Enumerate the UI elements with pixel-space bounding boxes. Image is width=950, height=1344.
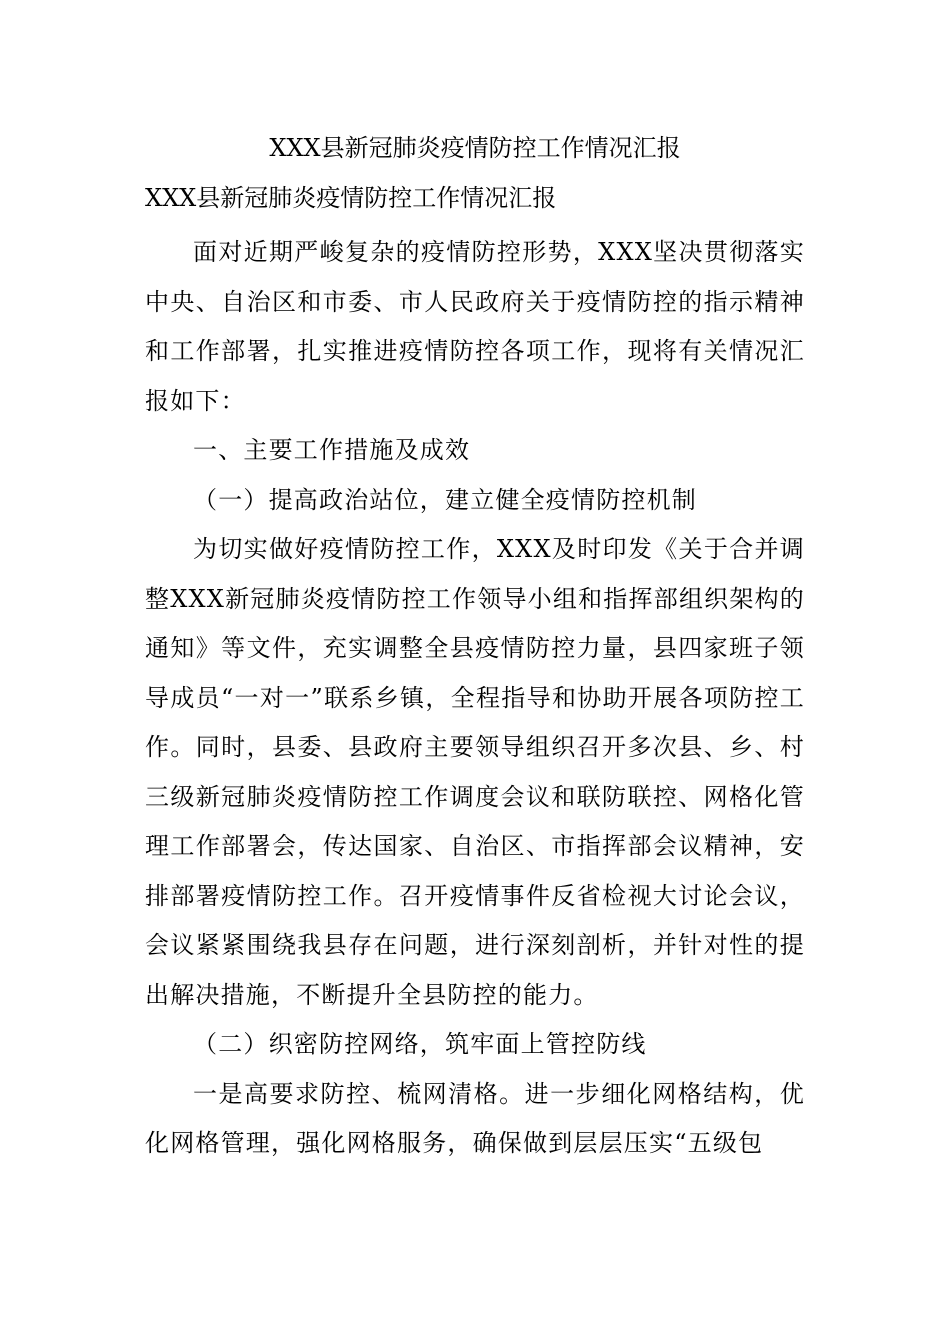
subsection-heading-2: （二）织密防控网络，筑牢面上管控防线 xyxy=(193,1030,647,1058)
body-paragraph-2: 一是高要求防控、梳网清格。进一步细化网格结构，优化网格管理，强化网格服务，确保做到层层压实“五级包 xyxy=(145,1079,805,1157)
document-body xyxy=(145,228,805,1169)
subsection-heading-1: （一）提高政治站位，建立健全疫情防控机制 xyxy=(193,485,697,514)
section-heading-1: 一、主要工作措施及成效 xyxy=(193,436,471,464)
document-subtitle: XXX县新冠肺炎疫情防控工作情况汇报 xyxy=(145,184,557,212)
intro-paragraph: 面对近期严峻复杂的疫情防控形势，XXX坚决贯彻落实中央、自治区和市委、市人民政府关于疫情防控的指示精神和工作部署，扎实推进疫情防控各项工作，现将有关情况汇报如下： xyxy=(145,238,805,415)
body-paragraph-1: 为切实做好疫情防控工作，XXX及时印发《关于合并调整XXX新冠肺炎疫情防控工作领导小组和指挥部组织架构的通知》等文件，充实调整全县疫情防控力量，县四家班子领导成员“一对一”联系乡镇，全程指导和协助开展各项防控工作。同时，县委、县政府主要领导组织召开多次县、乡、村三级新冠肺炎疫情防控工作调度会议和联防联控、网格化管理工作部署会，传达国家、自治区、市指挥部会议精神，安排部署疫情防控工作。召开疫情事件反省检视大讨论会议，会议紧紧围绕我县存在问题，进行深刻剖析，并针对性的提出解决措施，不断提升全县防控的能力。 xyxy=(145,535,805,1009)
document-title: XXX县新冠肺炎疫情防控工作情况汇报 xyxy=(269,134,681,162)
